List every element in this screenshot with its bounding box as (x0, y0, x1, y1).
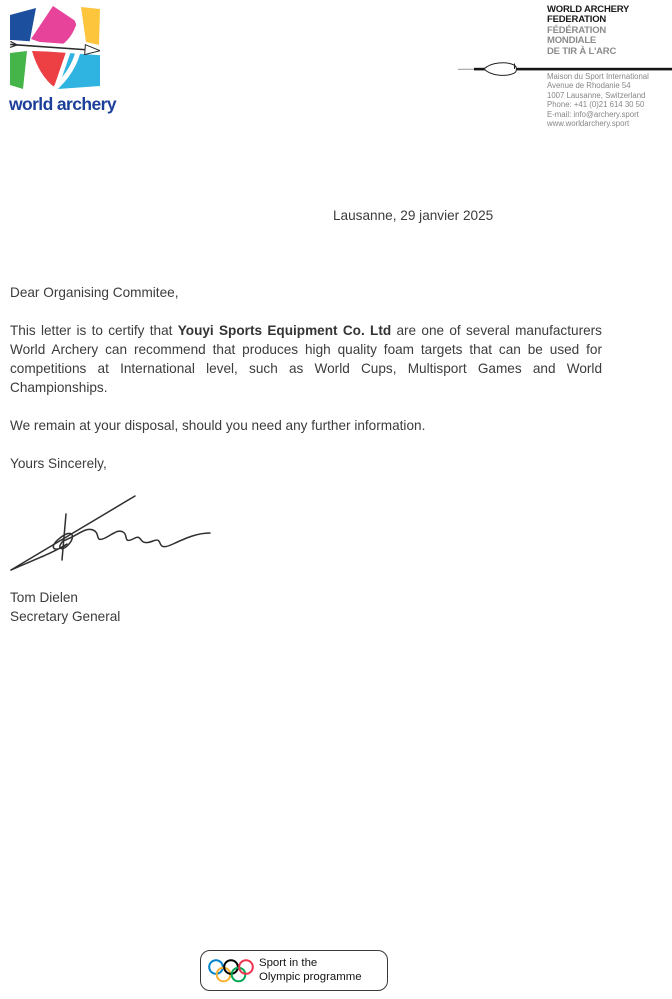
paragraph-certification (10, 321, 602, 397)
paragraph-disposal: We remain at your disposal, should you need any further information. (10, 418, 426, 433)
badge-text-line: Olympic programme (259, 970, 362, 983)
org-name-fr-line: DE TIR À L'ARC (547, 45, 617, 57)
org-name-fr-line: FÉDÉRATION (547, 24, 607, 36)
signature-icon (5, 486, 215, 578)
paragraph-line: competitions at International level, such as World Cups, Multisport Games and World (10, 361, 602, 376)
org-name-fr-line: MONDIALE (547, 35, 597, 47)
world-archery-wordmark: world archery (9, 94, 116, 114)
salutation: Dear Organising Commitee, (10, 285, 179, 300)
org-name-en-line: FEDERATION (547, 14, 607, 26)
letterhead-org-name (547, 5, 629, 57)
badge-text-line: Sport in the (259, 957, 318, 969)
badge-text (259, 957, 362, 985)
org-name-en-line: WORLD ARCHERY (547, 4, 630, 15)
signer-title: Secretary General (10, 609, 121, 624)
paragraph-line: Championships. (10, 380, 108, 395)
address-line: Avenue de Rhodanie 54 (547, 81, 631, 91)
p1-prefix: This letter is to certify that (10, 323, 178, 338)
closing: Yours Sincerely, (10, 456, 107, 471)
address-line: 1007 Lausanne, Switzerland (547, 90, 646, 100)
paragraph-line (10, 321, 602, 340)
address-line: Maison du Sport International (547, 72, 649, 81)
olympic-programme-badge (200, 950, 388, 991)
address-line: Phone: +41 (0)21 614 30 50 (547, 100, 645, 110)
letterhead-address (547, 72, 649, 128)
paragraph-line: World Archery can recommend that produces high quality foam targets that can be used for (10, 342, 602, 357)
address-line: www.worldarchery.sport (547, 119, 630, 129)
signer-name: Tom Dielen (10, 590, 78, 605)
olympic-rings-icon (208, 958, 254, 990)
p1-suffix: are one of several manufacturers (391, 323, 602, 338)
dateline: Lausanne, 29 janvier 2025 (333, 208, 494, 223)
company-name: Youyi Sports Equipment Co. Ltd (177, 323, 392, 338)
world-archery-logo-icon (8, 5, 100, 95)
address-line: E-mail: info@archery.sport (547, 109, 639, 119)
